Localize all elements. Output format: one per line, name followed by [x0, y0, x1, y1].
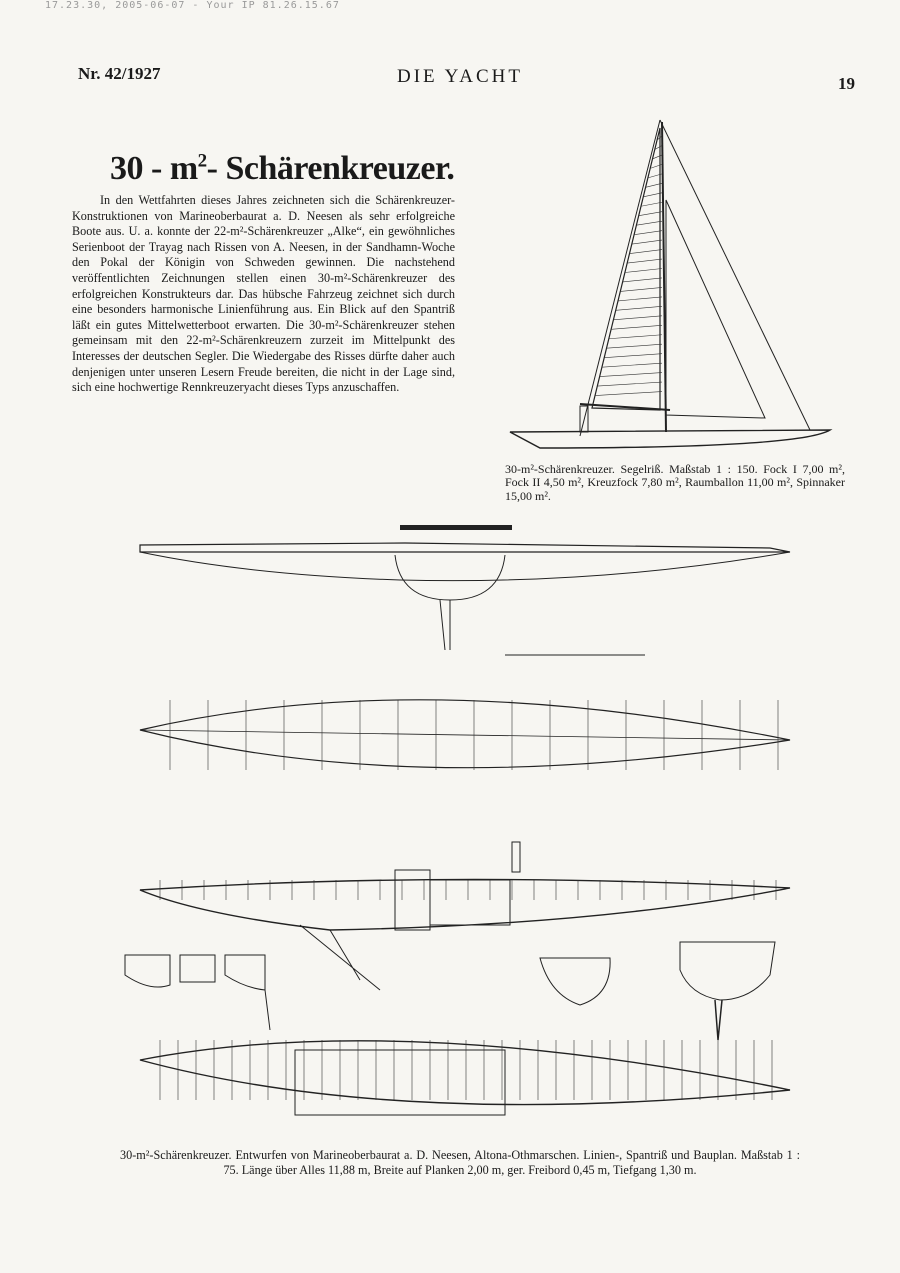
page-number: 19 [838, 74, 855, 93]
half-breadth-view [140, 700, 790, 770]
title-superscript: 2 [197, 150, 207, 172]
plans-caption: 30-m²-Schärenkreuzer. Entwurfen von Marineoberbaurat a. D. Neesen, Altona-Othmarschen. Linien-, Spantriß und Bauplan. Maßstab 1 : 75. Länge über Alles 11,88 m, Breite auf Planken 2,00 m, ger. Freibord 0,45 m, Tiefgang 1,30 m. [120, 1148, 800, 1177]
construction-profile [140, 842, 790, 990]
profile-view [140, 525, 790, 655]
issue-number: Nr. 42/1927 [78, 64, 161, 83]
deck-plan [140, 1040, 790, 1115]
sail-plan-caption: 30-m²-Schärenkreuzer. Segelriß. Maßstab 1 : 150. Fock I 7,00 m², Fock II 4,50 m², Kreuzfock 7,80 m², Raumballon 11,00 m², Spinnaker 15,00 m². [505, 462, 845, 503]
article-body: In den Wettfahrten dieses Jahres zeichneten sich die Schärenkreuzer-Konstruktionen von Marineoberbaurat a. D. Neesen als sehr erfolgreiche Boote aus. U. a. konnte der 22-m²-Schärenkreuzer „Alke“, ein gewöhnliches Serienboot der Trayag nach Rissen von A. Neesen, in der Sandhamn-Woche den Pokal der Königin von Schweden gewinnen. Die nachstehend veröffentlichten Zeichnungen stellen einen 30-m²-Schärenkreuzer des erfolgreichen Konstrukteurs dar. Das hübsche Fahrzeug zeichnet sich durch eine besonders harmonische Linienführung aus. Ein Blick auf den Spantriß läßt ein gutes Mittelwetterboot erwarten. Die 30-m²-Schärenkreuzer stehen gemeinsam mit den 22-m²-Schärenkreuzern zurzeit im Mittelpunkt des Interesses der deutschen Segler. Die Wiedergabe des Risses dürfte daher auch denjenigen unter unseren Lesern Freude bereiten, die nicht in der Lage sind, sich eine hochwertige Rennkreuzeryacht dieses Typs anzuschaffen. [72, 193, 455, 395]
title-main: 30 - m [110, 150, 198, 187]
scan-stamp: 17.23.30, 2005-06-07 - Your IP 81.26.15.67 [45, 0, 340, 11]
title-rest: - Schärenkreuzer. [206, 150, 455, 187]
body-sections [125, 942, 775, 1040]
journal-title: DIE YACHT [396, 66, 524, 87]
